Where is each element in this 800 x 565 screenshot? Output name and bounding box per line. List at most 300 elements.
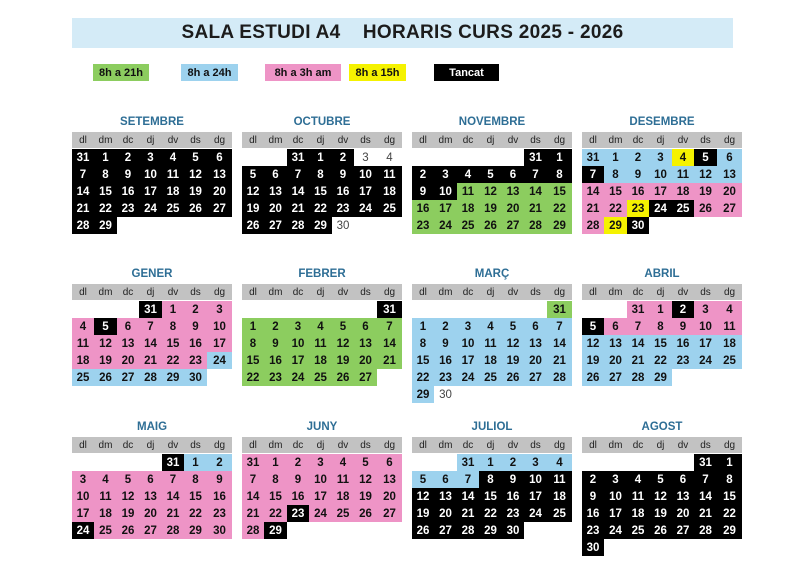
day-cell: 14: [627, 335, 649, 352]
day-cell: 15: [547, 183, 572, 200]
day-cell: 8: [242, 335, 264, 352]
day-cell: 1: [242, 318, 264, 335]
weekday-header: dc: [627, 437, 649, 453]
day-cell: 18: [94, 505, 117, 522]
day-cell: 5: [332, 318, 354, 335]
day-cell: 26: [479, 217, 502, 234]
weekday-header: dg: [547, 284, 572, 300]
day-cell: 15: [309, 183, 332, 200]
day-cell: 1: [309, 149, 332, 166]
day-cell: 27: [604, 369, 627, 386]
day-cell: 25: [72, 369, 94, 386]
day-cell: 17: [457, 352, 479, 369]
weekday-header: ds: [524, 132, 547, 148]
weekday-header: dl: [582, 132, 604, 148]
day-cell: 6: [604, 318, 627, 335]
day-cell: 12: [502, 335, 524, 352]
day-cell: 21: [162, 505, 184, 522]
weekday-header: dl: [242, 132, 264, 148]
day-cell: 29: [94, 217, 117, 234]
day-cell: 29: [604, 217, 627, 234]
day-cell: 9: [434, 335, 457, 352]
day-cell: 5: [184, 149, 207, 166]
weekday-header: ds: [184, 437, 207, 453]
day-cell: 1: [264, 454, 287, 471]
weekday-header: dc: [117, 437, 139, 453]
day-cell: 3: [139, 149, 162, 166]
weekday-header: dm: [434, 132, 457, 148]
day-cell: 18: [717, 335, 742, 352]
day-cell: 21: [547, 352, 572, 369]
day-cell: 2: [184, 301, 207, 318]
day-cell: 2: [434, 318, 457, 335]
day-cell: 21: [457, 505, 479, 522]
day-cell: 30: [184, 369, 207, 386]
day-cell: 9: [627, 166, 649, 183]
legend-label: 8h a 3h am: [274, 66, 332, 79]
day-cell: 13: [502, 183, 524, 200]
weekday-header: dl: [242, 437, 264, 453]
day-cell: 16: [117, 183, 139, 200]
weekday-header: dj: [479, 284, 502, 300]
day-cell: 8: [604, 166, 627, 183]
day-cell: 3: [649, 149, 672, 166]
day-cell: 31: [162, 454, 184, 471]
day-cell: 9: [672, 318, 694, 335]
day-cell: 20: [207, 183, 232, 200]
day-cell: 13: [524, 335, 547, 352]
month-block: [242, 267, 402, 384]
day-cell: 13: [434, 488, 457, 505]
day-cell: 27: [524, 369, 547, 386]
day-cell: 12: [412, 488, 434, 505]
month-name: SETEMBRE: [120, 116, 184, 128]
day-cell: 29: [184, 522, 207, 539]
page-title: SALA ESTUDI A4 HORARIS CURS 2025 - 2026: [181, 22, 624, 43]
day-cell: 12: [332, 335, 354, 352]
day-cell: 5: [94, 318, 117, 335]
weekday-header: dj: [309, 437, 332, 453]
day-cell: 11: [332, 471, 354, 488]
day-cell: 7: [287, 166, 309, 183]
weekday-header: dl: [242, 284, 264, 300]
day-cell: 1: [479, 454, 502, 471]
day-cell: 29: [309, 217, 332, 234]
weekday-header: ds: [184, 284, 207, 300]
day-cell: 10: [434, 183, 457, 200]
day-cell: 5: [479, 166, 502, 183]
day-cell: 22: [479, 505, 502, 522]
day-cell: 23: [207, 505, 232, 522]
day-cell: 17: [139, 183, 162, 200]
legend-label: Tancat: [449, 66, 484, 79]
day-cell: 28: [242, 522, 264, 539]
day-cell: 31: [627, 301, 649, 318]
weekday-header: dm: [604, 284, 627, 300]
day-cell: 26: [354, 505, 377, 522]
day-cell: 11: [547, 471, 572, 488]
day-cell: 3: [434, 166, 457, 183]
day-cell: 24: [649, 200, 672, 217]
month-block: [72, 115, 232, 232]
day-cell: 7: [242, 471, 264, 488]
day-cell: 5: [242, 166, 264, 183]
day-cell: 18: [672, 183, 694, 200]
day-cell: 24: [207, 352, 232, 369]
weekday-header: dl: [72, 437, 94, 453]
day-cell: 22: [309, 200, 332, 217]
weekday-header: dg: [547, 132, 572, 148]
weekday-header: dm: [264, 284, 287, 300]
day-cell: 2: [582, 471, 604, 488]
day-cell: 10: [649, 166, 672, 183]
day-cell: 10: [207, 318, 232, 335]
weekday-header: ds: [694, 437, 717, 453]
day-cell: 7: [694, 471, 717, 488]
day-cell: 18: [72, 352, 94, 369]
day-cell: 15: [604, 183, 627, 200]
day-cell: 19: [94, 352, 117, 369]
day-cell: 25: [672, 200, 694, 217]
day-cell: 27: [207, 200, 232, 217]
day-cell: 2: [264, 318, 287, 335]
day-cell: 6: [434, 471, 457, 488]
day-cell: 4: [717, 301, 742, 318]
day-cell: 25: [717, 352, 742, 369]
day-cell: 25: [332, 505, 354, 522]
weekday-header: dg: [717, 437, 742, 453]
day-cell: 16: [332, 183, 354, 200]
weekday-header: dg: [547, 437, 572, 453]
day-cell: 1: [547, 149, 572, 166]
day-cell: 20: [434, 505, 457, 522]
day-cell: 5: [649, 471, 672, 488]
day-cell: 31: [139, 301, 162, 318]
day-cell: 28: [547, 369, 572, 386]
weekday-header: dc: [287, 437, 309, 453]
day-cell: 7: [139, 318, 162, 335]
day-cell: 31: [72, 149, 94, 166]
day-cell: 25: [309, 369, 332, 386]
weekday-header: dj: [139, 132, 162, 148]
day-cell: 4: [72, 318, 94, 335]
day-cell: 5: [694, 149, 717, 166]
day-cell: 1: [604, 149, 627, 166]
day-cell: 2: [207, 454, 232, 471]
weekday-header: dv: [332, 132, 354, 148]
day-cell: 20: [524, 352, 547, 369]
month-block: [242, 420, 402, 537]
day-cell: 28: [694, 522, 717, 539]
day-cell: 27: [117, 369, 139, 386]
month-name: NOVEMBRE: [458, 116, 526, 128]
day-cell: 14: [72, 183, 94, 200]
day-cell: 11: [309, 335, 332, 352]
day-cell: 14: [547, 335, 572, 352]
weekday-header: dj: [309, 132, 332, 148]
day-cell: 21: [582, 200, 604, 217]
day-cell: 18: [332, 488, 354, 505]
day-cell: 30: [627, 217, 649, 234]
day-cell: 22: [412, 369, 434, 386]
day-cell: 24: [354, 200, 377, 217]
weekday-header: dm: [94, 284, 117, 300]
day-cell: 23: [627, 200, 649, 217]
day-cell: 18: [377, 183, 402, 200]
day-cell: 25: [547, 505, 572, 522]
day-cell: 12: [479, 183, 502, 200]
day-cell: 17: [524, 488, 547, 505]
day-cell: 30: [502, 522, 524, 539]
weekday-header: ds: [694, 132, 717, 148]
month-name: FEBRER: [298, 268, 346, 280]
month-name: AGOST: [641, 421, 683, 433]
weekday-header: ds: [524, 284, 547, 300]
weekday-header: dc: [117, 284, 139, 300]
day-cell: 20: [354, 352, 377, 369]
day-cell: 23: [264, 369, 287, 386]
day-cell: 8: [184, 471, 207, 488]
day-cell: 22: [264, 505, 287, 522]
day-cell: 20: [672, 505, 694, 522]
day-cell: 2: [672, 301, 694, 318]
weekday-header: dj: [649, 437, 672, 453]
month-name: OCTUBRE: [293, 116, 351, 128]
day-cell: 15: [184, 488, 207, 505]
day-cell: 24: [694, 352, 717, 369]
day-cell: 16: [264, 352, 287, 369]
day-cell: 12: [694, 166, 717, 183]
day-cell: 9: [412, 183, 434, 200]
day-cell: 2: [502, 454, 524, 471]
weekday-header: dc: [457, 132, 479, 148]
day-cell: 14: [694, 488, 717, 505]
day-cell: 24: [457, 369, 479, 386]
day-cell: 11: [377, 166, 402, 183]
day-cell: 11: [479, 335, 502, 352]
day-cell: 31: [377, 301, 402, 318]
day-cell: 14: [242, 488, 264, 505]
day-cell: 8: [94, 166, 117, 183]
month-name: GENER: [131, 268, 173, 280]
day-cell: 26: [582, 369, 604, 386]
day-cell: 2: [627, 149, 649, 166]
weekday-header: ds: [354, 437, 377, 453]
day-cell: 19: [242, 200, 264, 217]
day-cell: 6: [264, 166, 287, 183]
day-cell: 29: [479, 522, 502, 539]
day-cell: 16: [582, 505, 604, 522]
day-cell: 21: [72, 200, 94, 217]
day-cell: 16: [502, 488, 524, 505]
day-cell: 30: [582, 539, 604, 556]
day-cell: 1: [412, 318, 434, 335]
day-cell: 3: [457, 318, 479, 335]
day-cell: 14: [287, 183, 309, 200]
day-cell: 1: [184, 454, 207, 471]
weekday-header: ds: [354, 132, 377, 148]
day-cell: 31: [287, 149, 309, 166]
weekday-header: dm: [604, 437, 627, 453]
day-cell: 28: [582, 217, 604, 234]
day-cell: 19: [332, 352, 354, 369]
weekday-header: dg: [207, 437, 232, 453]
day-cell: 30: [207, 522, 232, 539]
day-cell: 20: [502, 200, 524, 217]
day-cell: 18: [547, 488, 572, 505]
day-cell: 15: [717, 488, 742, 505]
month-name: JULIOL: [471, 421, 513, 433]
day-cell: 12: [94, 335, 117, 352]
day-cell: 12: [117, 488, 139, 505]
weekday-header: dj: [649, 132, 672, 148]
weekday-header: dj: [479, 132, 502, 148]
day-cell: 18: [162, 183, 184, 200]
month-block: [412, 267, 572, 401]
weekday-header: dv: [672, 132, 694, 148]
month-block: [582, 267, 742, 384]
legend-item: [349, 64, 406, 81]
day-cell: 23: [184, 352, 207, 369]
month-name: JUNY: [306, 421, 338, 433]
day-cell: 13: [139, 488, 162, 505]
day-cell: 23: [117, 200, 139, 217]
day-cell: 12: [354, 471, 377, 488]
day-cell: 13: [604, 335, 627, 352]
day-cell: 21: [139, 352, 162, 369]
day-cell: 5: [412, 471, 434, 488]
day-cell: 3: [207, 301, 232, 318]
day-cell: 15: [412, 352, 434, 369]
day-cell: 10: [694, 318, 717, 335]
day-cell: 17: [649, 183, 672, 200]
weekday-header: ds: [354, 284, 377, 300]
day-cell: 17: [434, 200, 457, 217]
day-cell: 16: [412, 200, 434, 217]
day-cell: 7: [162, 471, 184, 488]
weekday-header: dg: [717, 284, 742, 300]
day-cell: 19: [502, 352, 524, 369]
weekday-header: dm: [434, 437, 457, 453]
weekday-header: dc: [287, 132, 309, 148]
weekday-header: dc: [457, 437, 479, 453]
day-cell: 31: [582, 149, 604, 166]
weekday-header: dl: [72, 284, 94, 300]
day-cell: 24: [524, 505, 547, 522]
day-cell: 19: [582, 352, 604, 369]
month-block: [72, 420, 232, 537]
weekday-header: dc: [117, 132, 139, 148]
day-cell: 19: [354, 488, 377, 505]
weekday-header: dm: [604, 132, 627, 148]
day-cell: 19: [649, 505, 672, 522]
day-cell: 31: [694, 454, 717, 471]
day-cell: 8: [479, 471, 502, 488]
day-cell: 15: [162, 335, 184, 352]
day-cell: 9: [184, 318, 207, 335]
day-cell: 27: [139, 522, 162, 539]
weekday-header: dl: [412, 132, 434, 148]
day-cell: 14: [457, 488, 479, 505]
day-cell: 4: [377, 149, 402, 166]
weekday-header: dj: [139, 437, 162, 453]
day-cell: 18: [309, 352, 332, 369]
weekday-header: dl: [412, 284, 434, 300]
weekday-header: ds: [524, 437, 547, 453]
day-cell: 8: [649, 318, 672, 335]
day-cell: 22: [242, 369, 264, 386]
day-cell: 10: [354, 166, 377, 183]
legend-item: [181, 64, 238, 81]
day-cell: 30: [332, 217, 354, 234]
day-cell: 29: [162, 369, 184, 386]
weekday-header: dm: [264, 132, 287, 148]
weekday-header: dj: [309, 284, 332, 300]
day-cell: 1: [94, 149, 117, 166]
day-cell: 27: [434, 522, 457, 539]
legend-label: 8h a 24h: [187, 66, 232, 79]
legend-label: 8h a 21h: [98, 66, 144, 79]
day-cell: 11: [94, 488, 117, 505]
day-cell: 20: [377, 488, 402, 505]
day-cell: 8: [162, 318, 184, 335]
day-cell: 18: [479, 352, 502, 369]
day-cell: 21: [694, 505, 717, 522]
day-cell: 27: [717, 200, 742, 217]
day-cell: 2: [117, 149, 139, 166]
day-cell: 17: [354, 183, 377, 200]
day-cell: 23: [582, 522, 604, 539]
day-cell: 11: [627, 488, 649, 505]
day-cell: 24: [139, 200, 162, 217]
month-block: [582, 420, 742, 554]
day-cell: 28: [287, 217, 309, 234]
weekday-header: dl: [412, 437, 434, 453]
day-cell: 12: [582, 335, 604, 352]
day-cell: 24: [309, 505, 332, 522]
day-cell: 2: [412, 166, 434, 183]
day-cell: 10: [524, 471, 547, 488]
day-cell: 3: [354, 149, 377, 166]
day-cell: 31: [242, 454, 264, 471]
day-cell: 3: [694, 301, 717, 318]
day-cell: 26: [332, 369, 354, 386]
day-cell: 25: [94, 522, 117, 539]
weekday-header: dv: [332, 284, 354, 300]
day-cell: 15: [649, 335, 672, 352]
day-cell: 7: [547, 318, 572, 335]
day-cell: 13: [717, 166, 742, 183]
day-cell: 13: [207, 166, 232, 183]
day-cell: 25: [377, 200, 402, 217]
day-cell: 16: [207, 488, 232, 505]
day-cell: 16: [434, 352, 457, 369]
day-cell: 16: [672, 335, 694, 352]
weekday-header: dc: [287, 284, 309, 300]
day-cell: 31: [524, 149, 547, 166]
day-cell: 5: [502, 318, 524, 335]
month-name: MAIG: [136, 421, 168, 433]
day-cell: 19: [479, 200, 502, 217]
day-cell: 17: [207, 335, 232, 352]
day-cell: 25: [457, 217, 479, 234]
day-cell: 27: [502, 217, 524, 234]
day-cell: 5: [582, 318, 604, 335]
month-block: [412, 115, 572, 232]
day-cell: 14: [139, 335, 162, 352]
weekday-header: dv: [502, 284, 524, 300]
month-block: [72, 267, 232, 384]
